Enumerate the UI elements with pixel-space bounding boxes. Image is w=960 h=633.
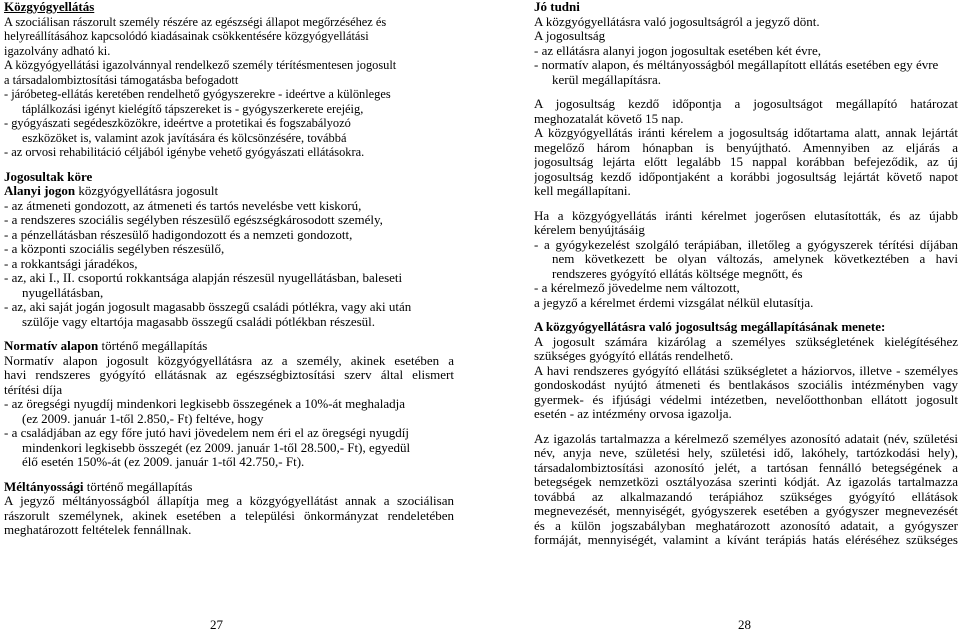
section-heading-jo-tudni: Jó tudni [534, 0, 580, 14]
list-item: nem következett be olyan változás, amelynek következtében a havi [552, 251, 958, 266]
normativ-rest: történő megállapítás [98, 338, 208, 353]
body-line: havi rendszeres gyógyító ellátásnak az egészségbiztosítási szerv által elismert [4, 367, 454, 382]
body-line: táplálkozási igényt kielégítő tápszereket is - gyógyszerkerete erejéig, [22, 101, 364, 116]
alanyi-bold: Alanyi jogon [4, 183, 76, 198]
body-line: - gyógyászati segédeszközökre, ideértve a protetikai és fogszabályozó [4, 116, 351, 130]
body-line: jogosultság kezdő időpontjaként a korábbi jogosultság lejártát követő napot [534, 168, 958, 184]
meltanyossagi-line [4, 480, 454, 495]
list-item: (ez 2009. január 1-től 2.850,- Ft) feltéve, hogy [22, 410, 264, 426]
body-line: Ha a közgyógyellátás iránti kérelmet jogerősen elutasították, és az újabb [534, 207, 958, 223]
body-line: név, anyja neve, születési hely, születési idő, lakóhely, tartózkodási hely), [534, 445, 958, 460]
body-line: A jogosultság [534, 28, 606, 43]
body-line: A jogosultság kezdő időpontja a jogosultságot megállapító határozat [534, 96, 958, 111]
subheading-jogosultak-kore: Jogosultak köre [4, 168, 93, 184]
right-page [534, 0, 958, 548]
meltanyossagi-bold: Méltányossági [4, 478, 84, 494]
body-line: eszközöket is, valamint azok javítására és kölcsönzésére, továbbá [22, 130, 347, 145]
list-item: - az, aki I., II. csoportú rokkantsága alapján részesül nyugellátásban, baleseti [4, 270, 403, 285]
body-line: rászorult személynek, akinek esetében a települési önkormányzat rendeletében [4, 507, 454, 523]
alanyi-rest: közgyógyellátásra jogosult [75, 183, 219, 198]
list-item: - az öregségi nyugdíj mindenkori legkisebb összegének a 10%-át meghaladja [4, 396, 406, 411]
section-heading-kozgyogyellatas: Közgyógyellátás [4, 0, 95, 14]
body-line: A közgyógyellátás iránti kérelem a jogosultság időtartama alatt, annak lejártát [534, 125, 958, 140]
list-item: nyugellátásban, [22, 284, 104, 300]
body-line: továbbá az alkalmazandó terápiához szükséges gyógyító ellátások [534, 488, 958, 504]
body-line: A jegyző méltányosságból állapítja meg a közgyógyellátást annak a szociálisan [4, 493, 454, 508]
page-number-left: 27 [210, 617, 223, 632]
list-item: - az, aki saját jogán jogosult magasabb összegű családi pótlékra, vagy aki után [4, 299, 412, 314]
list-item: kerül megállapításra. [552, 71, 662, 87]
body-line: - járóbeteg-ellátás keretében rendelhető gyógyszerekre - ideértve a különleges [4, 87, 391, 101]
body-line: szükséges gyógyító ellátás rendelhető. [534, 348, 734, 363]
subheading-menete: A közgyógyellátásra való jogosultság megállapításának menete: [534, 319, 886, 334]
body-line: társadalombiztosítási azonosító jelét, a tartósan fennálló betegségének a [534, 459, 958, 475]
body-line: megelőző három hónapban is benyújtható. Amennyiben az eljárás a [534, 139, 958, 155]
normativ-line [4, 339, 454, 354]
list-item: - a rendszeres szociális segélyben részesülő egészségkárosodott személy, [4, 212, 383, 227]
body-line: A jogosult számára kizárólag a személyes szükségletének kielégítéséhez [534, 333, 958, 349]
body-line: térítési díja [4, 381, 63, 397]
list-item: - az átmeneti gondozott, az átmeneti és tartós nevelésbe vett kiskorú, [4, 197, 362, 213]
body-line: megnevezését, mennyiségét, gyógyszerek esetében a gyógyszer megnevezését [534, 503, 958, 518]
list-item: szülője vagy eltartója magasabb összegű családi pótlékban részesül. [22, 313, 376, 329]
list-item: - a kérelmező jövedelme nem változott, [534, 280, 740, 295]
list-item: - a családjában az egy főre jutó havi jövedelem nem éri el az öregségi nyugdíj [4, 425, 409, 440]
body-line: gyermek- és ifjúsági védelmi intézetben, nevelőotthonban ellátott jogosult [534, 391, 958, 407]
intro-line: igazolvány adható ki. [4, 43, 111, 58]
body-line: meghatározott feltételek fennállnak. [4, 522, 192, 537]
meltanyossagi-rest: történő megállapítás [83, 478, 193, 494]
body-line: A közgyógyellátási igazolvánnyal rendelkező személy térítésmentesen jogosult [4, 58, 397, 72]
list-item: - az ellátásra alanyi jogon jogosultak esetében két évre, [534, 42, 821, 58]
body-line: és a külön jogszabályban meghatározott azonosító adatait, a gyógyszer [534, 517, 958, 533]
page-number-right: 28 [738, 617, 751, 632]
body-line: gondoskodást nyújtó átmeneti és bentlakásos szociális intézményben vagy [534, 377, 958, 392]
intro-line: A szociálisan rászorult személy részére az egészségi állapot megőrzéséhez és [4, 14, 387, 29]
body-line: Az igazolás tartalmazza a kérelmező személyes azonosító adatait (név, születési [534, 430, 958, 446]
list-item: - a pénzellátásban részesülő hadigondozott és a nemzeti gondozott, [4, 226, 353, 242]
list-item: - normatív alapon, és méltányosságból megállapított ellátás esetében egy évre [534, 57, 939, 72]
list-item: - a rokkantsági járadékos, [4, 255, 138, 271]
body-line: Normatív alapon jogosult közgyógyellátásra az a személy, akinek esetében a [4, 352, 454, 368]
body-line: formáját, mennyiségét, valamint a kívánt terápiás hatás eléréséhez szükséges [534, 532, 958, 547]
list-item: rendszeres gyógyító ellátás költsége megnőtt, és [552, 265, 803, 281]
left-page [4, 0, 454, 538]
list-item: - a központi szociális segélyben részesülő, [4, 241, 225, 256]
body-line: jogosultság lejárta előtt legalább 15 nappal korábban befejeződik, az új [534, 154, 958, 169]
intro-line: helyreállításához kapcsolódó kiadásainak csökkentésére közgyógyellátási [4, 29, 369, 43]
body-line: kell megállapítani. [534, 183, 631, 198]
list-item: mindenkori legkisebb összegét (ez 2009. január 1-től 28.500,- Ft), egyedül [22, 439, 411, 455]
body-line: - az orvosi rehabilitáció céljából igénybe vehető gyógyászati ellátásokra. [4, 145, 365, 159]
body-line: A havi rendszeres gyógyító ellátási szükségletet a háziorvos, illetve - személyes [534, 362, 958, 378]
body-line: a társadalombiztosítási támogatásba befogadott [4, 72, 239, 87]
normativ-bold: Normatív alapon [4, 338, 99, 353]
body-line: A közgyógyellátásra való jogosultságról a jegyző dönt. [534, 13, 820, 29]
alanyi-line [4, 184, 454, 199]
body-line: kérelem benyújtásáig [534, 222, 645, 237]
body-line: esetén - az intézmény orvosa igazolja. [534, 406, 732, 421]
list-item: a jegyző a kérelmet érdemi vizsgálat nélkül elutasítja. [534, 294, 814, 310]
list-item: élő esetén 150%-át (ez 2009. január 1-től 42.750,- Ft). [22, 454, 305, 469]
list-item: - a gyógykezelést szolgáló terápiában, illetőleg a gyógyszerek térítési díjában [534, 236, 958, 252]
body-line: meghozatalát követő 15 nap. [534, 110, 684, 126]
body-line: betegségek nemzetközi osztályozása szerinti kódját. Az igazolás tartalmazza [534, 474, 958, 489]
